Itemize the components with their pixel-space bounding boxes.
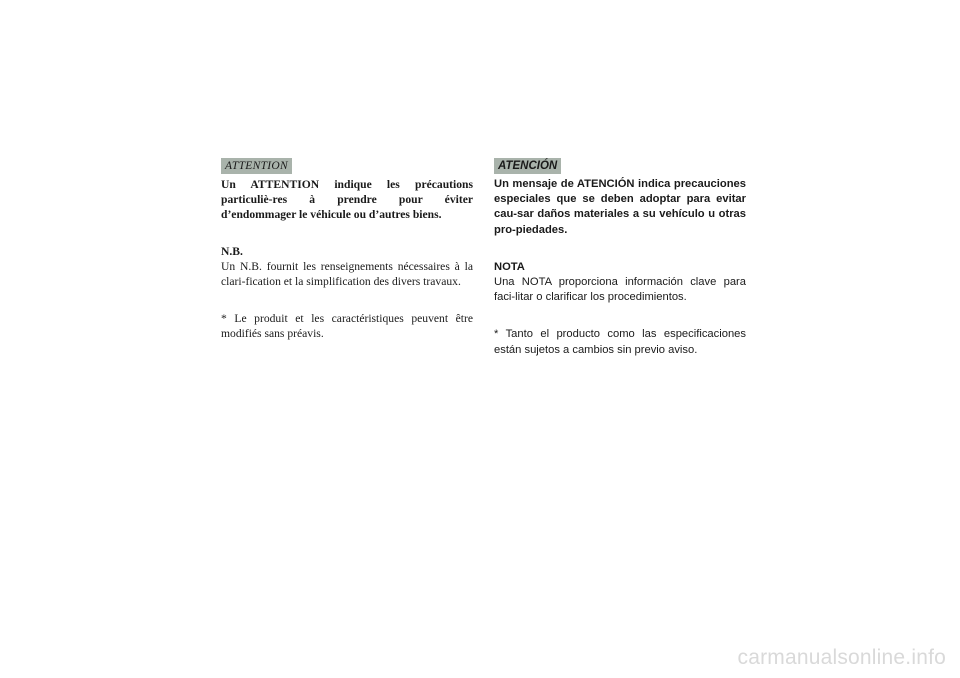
french-column bbox=[221, 156, 473, 341]
note-text-es: Una NOTA proporciona información clave para faci-litar o clarificar los procedimientos. bbox=[494, 276, 746, 304]
attention-label-es: ATENCIÓN bbox=[494, 158, 561, 174]
attention-text-es: Un mensaje de ATENCIÓN indica precauciones especiales que se deben adoptar para evitar cau-sar daños materiales a su vehículo u otras pro-piedades. bbox=[494, 178, 746, 236]
note-text-fr: Un N.B. fournit les renseignements nécessaires à la clari-fication et la simplification des divers travaux. bbox=[221, 260, 473, 288]
attention-label-fr: ATTENTION bbox=[221, 158, 292, 174]
attention-text-fr: Un ATTENTION indique les précautions particuliè-res à prendre pour éviter d’endommager le véhicule ou d’autres biens. bbox=[221, 178, 473, 221]
spanish-column bbox=[494, 156, 746, 358]
note-heading-es: NOTA bbox=[494, 260, 525, 273]
disclaimer-es: * Tanto el producto como las especificaciones están sujetos a cambios sin previo aviso. bbox=[494, 328, 746, 356]
watermark-text: carmanualsonline.info bbox=[737, 646, 946, 669]
disclaimer-fr: * Le produit et les caractéristiques peuvent être modifiés sans préavis. bbox=[221, 312, 473, 340]
note-heading-fr: N.B. bbox=[221, 245, 243, 258]
